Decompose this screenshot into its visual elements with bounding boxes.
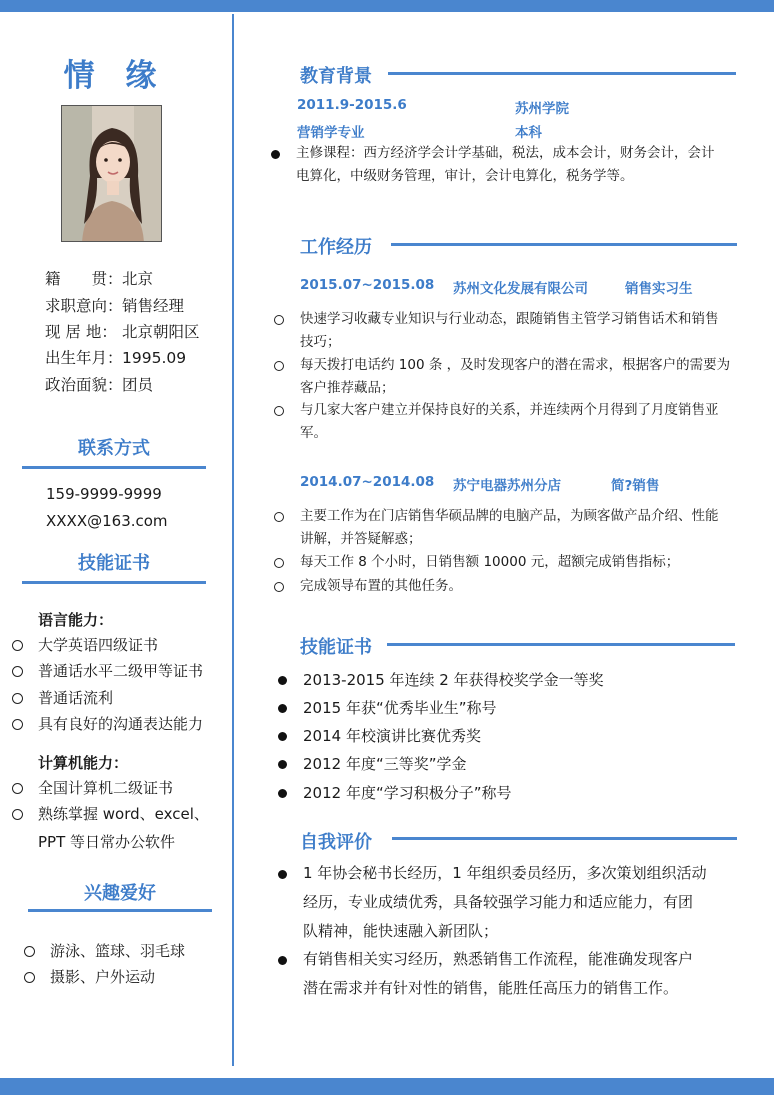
profile-value: 北京朝阳区 — [122, 323, 200, 341]
self-eval-heading-rule — [392, 837, 737, 840]
profile-row-politics — [45, 375, 153, 395]
bullet-icon — [278, 732, 287, 741]
profile-value: 北京 — [122, 270, 154, 288]
bullet-icon — [278, 789, 287, 798]
self-eval-line: 潜在需求并有针对性的销售，能胜任高压力的销售工作。 — [303, 979, 679, 997]
list-item-text: 具有良好的沟通表达能力 — [38, 715, 204, 733]
duty-line: 技巧； — [300, 334, 341, 350]
contact-email: XXXX@163.com — [46, 512, 168, 530]
award-item: 2014 年校演讲比赛优秀奖 — [303, 727, 481, 745]
list-item-text: 普通话流利 — [38, 689, 114, 707]
circle-bullet-icon — [12, 719, 23, 730]
award-item: 2015 年获“优秀毕业生”称号 — [303, 699, 497, 717]
side-skills-heading: 技能证书 — [78, 553, 150, 574]
profile-label: 现 居 地： — [45, 323, 117, 341]
list-item-text: 全国计算机二级证书 — [38, 779, 174, 797]
award-item: 2013-2015 年连续 2 年获得校奖学金一等奖 — [303, 671, 604, 689]
circle-bullet-icon — [274, 406, 284, 416]
list-item-continuation: PPT 等日常办公软件 — [38, 833, 176, 851]
list-item — [12, 635, 158, 655]
list-item — [12, 688, 113, 708]
duty-line: 快速学习收藏专业知识与行业动态，跟随销售主管学习销售话术和销售 — [300, 311, 719, 327]
portrait-image — [62, 106, 162, 242]
profile-row-hometown — [45, 269, 153, 289]
profile-row-residence — [45, 322, 200, 342]
job-duty — [300, 551, 740, 574]
list-item — [12, 778, 173, 798]
job-duty — [300, 354, 740, 400]
duty-line: 讲解，并答疑解惑； — [300, 531, 422, 547]
contact-heading: 联系方式 — [78, 438, 150, 459]
profile-row-objective — [45, 296, 184, 316]
bullet-icon — [278, 956, 287, 965]
list-item-text: 大学英语四级证书 — [38, 636, 159, 654]
self-eval-line: 经历，专业成绩优秀，具备较强学习能力和适应能力，有团 — [303, 893, 694, 911]
bullet-icon — [278, 870, 287, 879]
job-company: 苏州文化发展有限公司 — [453, 281, 588, 297]
circle-bullet-icon — [12, 666, 23, 677]
award-item: 2012 年度“三等奖”学金 — [303, 755, 467, 773]
job-duty — [300, 575, 740, 598]
self-eval-heading: 自我评价 — [300, 832, 372, 853]
contact-heading-rule — [22, 466, 206, 469]
profile-value: 销售经理 — [122, 297, 185, 315]
contact-phone: 159-9999-9999 — [46, 485, 162, 503]
self-eval-item — [303, 945, 735, 1003]
job-period: 2014.07~2014.08 — [300, 474, 435, 490]
education-major: 营销学专业 — [297, 125, 365, 141]
profile-row-birth — [45, 348, 186, 368]
bullet-icon — [278, 760, 287, 769]
duty-line: 客户推荐藏品； — [300, 380, 395, 396]
profile-label: 出生年月： — [45, 349, 123, 367]
courses-line: 电算化，中级财务管理，审计，会计电算化，税务学等。 — [296, 168, 634, 184]
job-role: 简?销售 — [611, 478, 660, 494]
profile-value: 团员 — [122, 376, 154, 394]
education-degree: 本科 — [515, 125, 542, 141]
circle-bullet-icon — [274, 315, 284, 325]
duty-line: 与几家大客户建立并保持良好的关系，并连续两个月得到了月度销售亚 — [300, 402, 719, 418]
side-skills-heading-rule — [22, 581, 206, 584]
job-company: 苏宁电器苏州分店 — [453, 478, 561, 494]
circle-bullet-icon — [274, 512, 284, 522]
circle-bullet-icon — [24, 946, 35, 957]
bottom-accent-bar — [0, 1078, 774, 1095]
language-ability-title: 语言能力： — [38, 611, 114, 629]
job-period: 2015.07~2015.08 — [300, 277, 435, 293]
job-duty — [300, 505, 740, 551]
courses-line: 主修课程：西方经济学会计学基础，税法，成本会计，财务会计，会计 — [296, 145, 715, 161]
list-item — [12, 714, 203, 734]
circle-bullet-icon — [274, 582, 284, 592]
bullet-icon — [278, 676, 287, 685]
hobbies-heading-rule — [28, 909, 212, 912]
circle-bullet-icon — [24, 972, 35, 983]
profile-photo — [61, 105, 162, 242]
profile-label: 求职意向： — [45, 297, 123, 315]
list-item-text: 熟练掌握 word、excel、 — [38, 805, 209, 823]
education-heading: 教育背景 — [300, 66, 372, 87]
list-item-text: 游泳、篮球、羽毛球 — [50, 942, 186, 960]
circle-bullet-icon — [12, 783, 23, 794]
self-eval-line: 队精神，能快速融入新团队； — [303, 922, 499, 940]
job-duty — [300, 308, 740, 354]
education-period: 2011.9-2015.6 — [297, 97, 407, 113]
circle-bullet-icon — [274, 558, 284, 568]
awards-heading: 技能证书 — [300, 637, 372, 658]
profile-label: 籍 贯： — [45, 270, 123, 288]
job-duty — [300, 399, 740, 445]
self-eval-line: 1 年协会秘书长经历，1 年组织委员经历，多次策划组织活动 — [303, 864, 707, 882]
work-heading: 工作经历 — [300, 237, 372, 258]
list-item-text: 摄影、户外运动 — [50, 968, 156, 986]
duty-line: 每天工作 8 个小时，日销售额 10000 元，超额完成销售指标； — [300, 554, 680, 570]
list-item-text: 普通话水平二级甲等证书 — [38, 662, 204, 680]
education-school: 苏州学院 — [515, 101, 569, 117]
column-divider — [232, 14, 234, 1066]
list-item — [24, 967, 155, 987]
candidate-name: 情 缘 — [63, 58, 167, 94]
job-role: 销售实习生 — [625, 281, 693, 297]
top-accent-bar — [0, 0, 774, 12]
bullet-icon — [278, 704, 287, 713]
profile-label: 政治面貌： — [45, 376, 123, 394]
list-item — [12, 661, 203, 681]
education-heading-rule — [388, 72, 736, 75]
circle-bullet-icon — [12, 640, 23, 651]
award-item: 2012 年度“学习积极分子”称号 — [303, 784, 512, 802]
list-item — [24, 941, 185, 961]
computer-ability-title: 计算机能力： — [38, 754, 129, 772]
work-heading-rule — [391, 243, 737, 246]
bullet-icon — [271, 150, 280, 159]
duty-line: 军。 — [300, 425, 327, 441]
circle-bullet-icon — [12, 809, 23, 820]
duty-line: 主要工作为在门店销售华硕品牌的电脑产品，为顾客做产品介绍、性能 — [300, 508, 719, 524]
awards-heading-rule — [387, 643, 735, 646]
self-eval-line: 有销售相关实习经历，熟悉销售工作流程，能准确发现客户 — [303, 950, 694, 968]
circle-bullet-icon — [274, 361, 284, 371]
self-eval-item — [303, 859, 735, 946]
duty-line: 完成领导布置的其他任务。 — [300, 578, 462, 594]
list-item — [12, 804, 209, 824]
circle-bullet-icon — [12, 693, 23, 704]
duty-line: 每天拨打电话约 100 条 ，及时发现客户的潜在需求，根据客户的需要为 — [300, 357, 731, 373]
education-courses — [296, 142, 736, 188]
profile-value: 1995.09 — [122, 349, 187, 367]
hobbies-heading: 兴趣爱好 — [84, 883, 156, 904]
